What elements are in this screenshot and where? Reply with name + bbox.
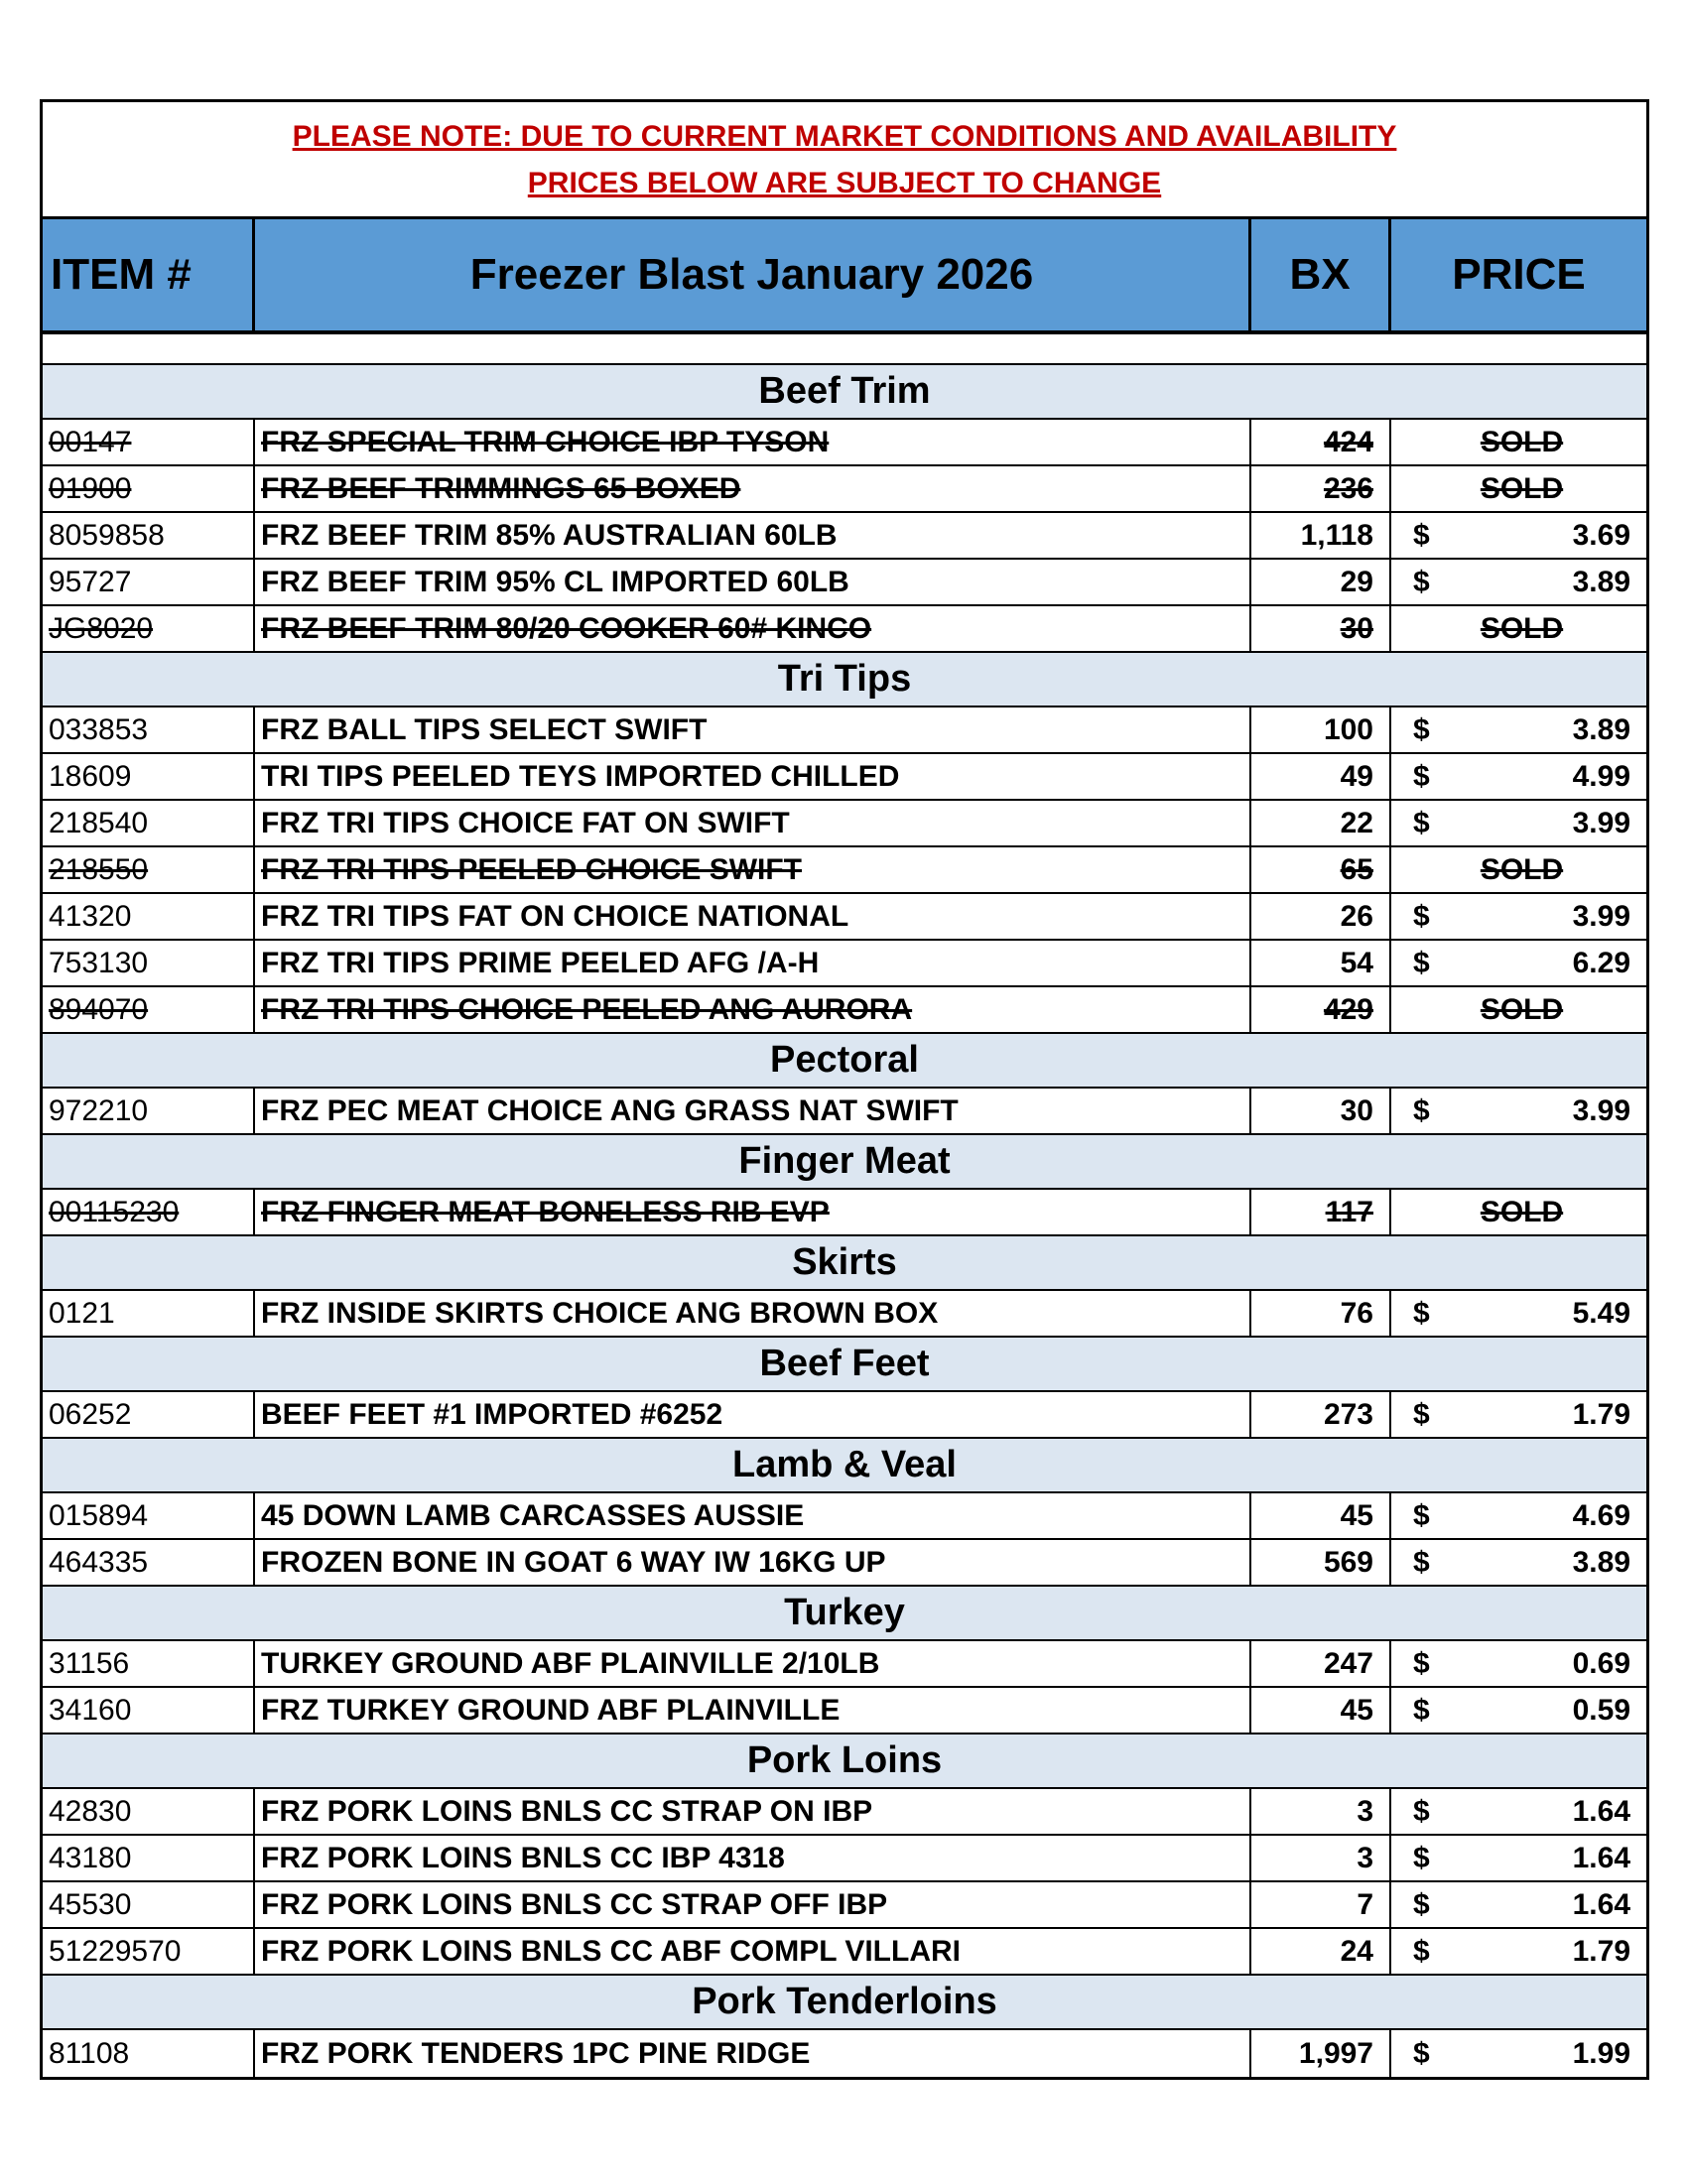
price-cell <box>1391 1836 1646 1880</box>
price-cell <box>1391 1929 1646 1974</box>
item-description-text: FRZ SPECIAL TRIM CHOICE IBP TYSON <box>261 425 830 458</box>
box-count-text: 26 <box>1340 899 1373 933</box>
table-row <box>43 420 1646 466</box>
item-number <box>43 1641 255 1686</box>
item-description-text: FRZ BEEF TRIM 95% CL IMPORTED 60LB <box>261 565 849 598</box>
box-count <box>1251 1190 1391 1234</box>
price-cell <box>1391 1789 1646 1834</box>
price-cell <box>1391 2030 1646 2077</box>
price-cell <box>1391 1688 1646 1733</box>
item-description <box>255 1540 1251 1585</box>
box-count <box>1251 1291 1391 1336</box>
currency-symbol: $ <box>1413 1794 1430 1828</box>
sold-label: SOLD <box>1480 611 1564 645</box>
item-number <box>43 420 255 464</box>
box-count <box>1251 1641 1391 1686</box>
price-value: 4.69 <box>1572 1498 1630 1532</box>
price-value: 3.99 <box>1572 899 1630 933</box>
box-count-text: 49 <box>1340 759 1373 793</box>
item-number-text: 033853 <box>49 712 149 746</box>
item-number-text: 43180 <box>49 1841 132 1874</box>
item-number-text: 34160 <box>49 1693 132 1727</box>
table-row <box>43 1882 1646 1929</box>
table-row <box>43 987 1646 1034</box>
item-description <box>255 2030 1251 2077</box>
item-column-header: ITEM # <box>43 219 255 330</box>
section-heading: Pork Loins <box>43 1734 1646 1789</box>
box-count <box>1251 466 1391 511</box>
section-heading: Beef Feet <box>43 1338 1646 1392</box>
item-description <box>255 1789 1251 1834</box>
item-number <box>43 513 255 558</box>
box-count-text: 29 <box>1340 565 1373 598</box>
item-description-text: FRZ BALL TIPS SELECT SWIFT <box>261 712 708 746</box>
price-value: 0.69 <box>1572 1646 1630 1680</box>
price-sheet <box>40 99 1649 2080</box>
item-number <box>43 847 255 892</box>
price-value: 4.99 <box>1572 759 1630 793</box>
item-description-text: FRZ BEEF TRIM 85% AUSTRALIAN 60LB <box>261 518 838 552</box>
item-description <box>255 1688 1251 1733</box>
item-description-text: FRZ TRI TIPS CHOICE FAT ON SWIFT <box>261 806 790 839</box>
price-cell <box>1391 513 1646 558</box>
item-description-text: FROZEN BONE IN GOAT 6 WAY IW 16KG UP <box>261 1545 886 1579</box>
item-number <box>43 560 255 604</box>
item-number-text: 218540 <box>49 806 149 839</box>
item-description-text: FRZ BEEF TRIM 80/20 COOKER 60# KINCO <box>261 611 872 645</box>
item-number-text: 95727 <box>49 565 132 598</box>
price-value: 1.79 <box>1572 1934 1630 1968</box>
box-count-text: 1,997 <box>1298 2036 1373 2070</box>
box-count <box>1251 606 1391 651</box>
item-number-text: 8059858 <box>49 518 165 552</box>
box-count-text: 1,118 <box>1300 518 1373 552</box>
price-cell <box>1391 1493 1646 1538</box>
item-description-text: FRZ TURKEY GROUND ABF PLAINVILLE <box>261 1693 841 1727</box>
item-description-text: FRZ PORK LOINS BNLS CC ABF COMPL VILLARI <box>261 1934 961 1968</box>
table-row <box>43 1392 1646 1439</box>
item-number-text: 972210 <box>49 1093 149 1127</box>
box-count <box>1251 1836 1391 1880</box>
price-value: 3.89 <box>1572 565 1630 598</box>
item-description <box>255 1836 1251 1880</box>
item-number-text: 06252 <box>49 1397 132 1431</box>
sold-label: SOLD <box>1480 425 1564 458</box>
box-count <box>1251 1392 1391 1437</box>
price-cell <box>1391 1190 1646 1234</box>
item-description <box>255 894 1251 939</box>
price-cell <box>1391 1392 1646 1437</box>
item-number <box>43 941 255 985</box>
item-number-text: 31156 <box>49 1646 130 1680</box>
item-description-text: FRZ PORK LOINS BNLS CC STRAP OFF IBP <box>261 1887 888 1921</box>
price-value: 6.29 <box>1572 946 1630 979</box>
currency-symbol: $ <box>1413 1296 1430 1330</box>
item-number-text: JG8020 <box>49 611 154 645</box>
item-number-text: 0121 <box>49 1296 115 1330</box>
section-heading: Pectoral <box>43 1034 1646 1089</box>
item-number <box>43 606 255 651</box>
section-heading: Tri Tips <box>43 653 1646 707</box>
item-number <box>43 707 255 752</box>
currency-symbol: $ <box>1413 1693 1430 1727</box>
price-cell <box>1391 1882 1646 1927</box>
bx-column-header: BX <box>1251 219 1391 330</box>
item-description <box>255 1392 1251 1437</box>
price-value: 3.89 <box>1572 712 1630 746</box>
box-count-text: 236 <box>1323 471 1373 505</box>
item-number-text: 51229570 <box>49 1934 182 1968</box>
box-count <box>1251 1540 1391 1585</box>
sold-label: SOLD <box>1480 471 1564 505</box>
table-row <box>43 894 1646 941</box>
sheet-title: Freezer Blast January 2026 <box>255 219 1251 330</box>
section-heading: Skirts <box>43 1236 1646 1291</box>
sold-label: SOLD <box>1480 1195 1564 1228</box>
box-count <box>1251 894 1391 939</box>
price-cell <box>1391 606 1646 651</box>
table-row <box>43 1688 1646 1734</box>
item-number-text: 00115230 <box>49 1195 180 1228</box>
price-value: 5.49 <box>1572 1296 1630 1330</box>
item-description <box>255 1493 1251 1538</box>
item-number-text: 45530 <box>49 1887 132 1921</box>
price-value: 1.79 <box>1572 1397 1630 1431</box>
item-description-text: FRZ TRI TIPS FAT ON CHOICE NATIONAL <box>261 899 849 933</box>
item-number <box>43 1493 255 1538</box>
item-description-text: FRZ PEC MEAT CHOICE ANG GRASS NAT SWIFT <box>261 1093 959 1127</box>
box-count-text: 54 <box>1340 946 1373 979</box>
currency-symbol: $ <box>1413 806 1430 839</box>
table-row <box>43 606 1646 653</box>
item-number-text: 218550 <box>49 852 149 886</box>
box-count <box>1251 1929 1391 1974</box>
item-description <box>255 847 1251 892</box>
box-count <box>1251 754 1391 799</box>
item-description-text: FRZ TRI TIPS PRIME PEELED AFG /A-H <box>261 946 820 979</box>
table-row <box>43 1540 1646 1587</box>
box-count-text: 424 <box>1323 425 1373 458</box>
notice-line-1: PLEASE NOTE: DUE TO CURRENT MARKET CONDITIONS AND AVAILABILITY <box>292 119 1397 153</box>
price-column-header: PRICE <box>1452 250 1586 299</box>
item-description-text: FRZ TRI TIPS CHOICE PEELED ANG AURORA <box>261 992 913 1026</box>
sold-label: SOLD <box>1480 852 1564 886</box>
box-count-text: 7 <box>1357 1887 1373 1921</box>
box-count-text: 569 <box>1323 1545 1373 1579</box>
item-number-text: 753130 <box>49 946 149 979</box>
table-body <box>43 365 1646 2077</box>
box-count-text: 24 <box>1340 1934 1373 1968</box>
item-number <box>43 801 255 845</box>
item-description <box>255 1641 1251 1686</box>
table-row <box>43 707 1646 754</box>
item-number-text: 464335 <box>49 1545 149 1579</box>
box-count-text: 30 <box>1340 1093 1373 1127</box>
table-row <box>43 1190 1646 1236</box>
item-number <box>43 754 255 799</box>
table-row <box>43 1836 1646 1882</box>
box-count-text: 30 <box>1340 611 1373 645</box>
box-count-text: 117 <box>1325 1195 1373 1228</box>
table-row <box>43 847 1646 894</box>
box-count-text: 247 <box>1323 1646 1373 1680</box>
item-description-text: FRZ PORK TENDERS 1PC PINE RIDGE <box>261 2036 811 2070</box>
item-number-text: 81108 <box>49 2036 130 2070</box>
box-count-text: 76 <box>1340 1296 1373 1330</box>
item-description-text: BEEF FEET #1 IMPORTED #6252 <box>261 1397 723 1431</box>
notice-line-2: PRICES BELOW ARE SUBJECT TO CHANGE <box>527 166 1162 199</box>
box-count-text: 3 <box>1357 1794 1373 1828</box>
table-row <box>43 1641 1646 1688</box>
currency-symbol: $ <box>1413 1646 1430 1680</box>
item-description <box>255 707 1251 752</box>
item-number <box>43 1291 255 1336</box>
section-heading: Finger Meat <box>43 1135 1646 1190</box>
item-number <box>43 1540 255 1585</box>
item-number <box>43 987 255 1032</box>
currency-symbol: $ <box>1413 1397 1430 1431</box>
item-number <box>43 1392 255 1437</box>
item-number <box>43 1882 255 1927</box>
section-heading: Turkey <box>43 1587 1646 1641</box>
box-count <box>1251 941 1391 985</box>
item-number-text: 18609 <box>49 759 132 793</box>
item-description <box>255 1882 1251 1927</box>
price-cell <box>1391 707 1646 752</box>
currency-symbol: $ <box>1413 1841 1430 1874</box>
item-description-text: FRZ INSIDE SKIRTS CHOICE ANG BROWN BOX <box>261 1296 939 1330</box>
price-value: 0.59 <box>1572 1693 1630 1727</box>
price-cell <box>1391 1540 1646 1585</box>
item-description-text: FRZ PORK LOINS BNLS CC IBP 4318 <box>261 1841 785 1874</box>
price-value: 1.99 <box>1572 2036 1630 2070</box>
item-number <box>43 894 255 939</box>
item-number-text: 894070 <box>49 992 149 1026</box>
box-count <box>1251 1493 1391 1538</box>
section-heading: Beef Trim <box>43 365 1646 420</box>
currency-symbol: $ <box>1413 2036 1430 2070</box>
box-count <box>1251 560 1391 604</box>
currency-symbol: $ <box>1413 518 1430 552</box>
box-count <box>1251 2030 1391 2077</box>
price-cell <box>1391 801 1646 845</box>
box-count <box>1251 513 1391 558</box>
item-number <box>43 1089 255 1133</box>
box-count <box>1251 847 1391 892</box>
box-count-text: 22 <box>1340 806 1373 839</box>
item-description-text: FRZ BEEF TRIMMINGS 65 BOXED <box>261 471 741 505</box>
price-cell <box>1391 894 1646 939</box>
sold-label: SOLD <box>1480 992 1564 1026</box>
box-count-text: 45 <box>1340 1498 1373 1532</box>
box-count-text: 273 <box>1323 1397 1373 1431</box>
table-header <box>43 219 1646 334</box>
table-row <box>43 1493 1646 1540</box>
currency-symbol: $ <box>1413 1498 1430 1532</box>
item-description <box>255 1291 1251 1336</box>
item-number <box>43 2030 255 2077</box>
item-number <box>43 1836 255 1880</box>
item-description <box>255 420 1251 464</box>
item-description-text: FRZ PORK LOINS BNLS CC STRAP ON IBP <box>261 1794 873 1828</box>
price-value: 3.69 <box>1572 518 1630 552</box>
item-number <box>43 466 255 511</box>
price-cell <box>1391 1291 1646 1336</box>
table-row <box>43 754 1646 801</box>
item-number-text: 42830 <box>49 1794 132 1828</box>
item-number-text: 00147 <box>49 425 132 458</box>
table-row <box>43 2030 1646 2077</box>
item-description <box>255 987 1251 1032</box>
box-count-text: 45 <box>1340 1693 1373 1727</box>
price-cell <box>1391 466 1646 511</box>
price-cell <box>1391 941 1646 985</box>
box-count <box>1251 1789 1391 1834</box>
box-count-text: 429 <box>1323 992 1373 1026</box>
price-value: 3.99 <box>1572 806 1630 839</box>
item-number-text: 015894 <box>49 1498 149 1532</box>
price-cell <box>1391 1641 1646 1686</box>
item-number <box>43 1929 255 1974</box>
item-description <box>255 1089 1251 1133</box>
table-row <box>43 466 1646 513</box>
price-value: 3.99 <box>1572 1093 1630 1127</box>
table-row <box>43 1789 1646 1836</box>
item-number <box>43 1789 255 1834</box>
price-cell <box>1391 420 1646 464</box>
box-count <box>1251 1089 1391 1133</box>
item-description-text: 45 DOWN LAMB CARCASSES AUSSIE <box>261 1498 805 1532</box>
table-row <box>43 513 1646 560</box>
table-row <box>43 801 1646 847</box>
item-description <box>255 941 1251 985</box>
price-cell <box>1391 754 1646 799</box>
item-number-text: 41320 <box>49 899 132 933</box>
table-row <box>43 1089 1646 1135</box>
box-count <box>1251 987 1391 1032</box>
price-cell <box>1391 1089 1646 1133</box>
currency-symbol: $ <box>1413 712 1430 746</box>
item-description <box>255 801 1251 845</box>
section-heading: Pork Tenderloins <box>43 1976 1646 2030</box>
item-number <box>43 1190 255 1234</box>
box-count-text: 100 <box>1323 712 1373 746</box>
currency-symbol: $ <box>1413 759 1430 793</box>
item-description-text: FRZ FINGER MEAT BONELESS RIB EVP <box>261 1195 830 1228</box>
box-count <box>1251 707 1391 752</box>
box-count <box>1251 1688 1391 1733</box>
box-count <box>1251 801 1391 845</box>
table-row <box>43 941 1646 987</box>
currency-symbol: $ <box>1413 1934 1430 1968</box>
currency-symbol: $ <box>1413 1887 1430 1921</box>
item-description <box>255 466 1251 511</box>
table-row <box>43 1929 1646 1976</box>
item-description-text: TURKEY GROUND ABF PLAINVILLE 2/10LB <box>261 1646 880 1680</box>
box-count-text: 3 <box>1357 1841 1373 1874</box>
item-description <box>255 1190 1251 1234</box>
box-count <box>1251 420 1391 464</box>
table-row <box>43 560 1646 606</box>
table-row <box>43 1291 1646 1338</box>
price-value: 1.64 <box>1572 1794 1630 1828</box>
box-count <box>1251 1882 1391 1927</box>
box-count-text: 65 <box>1340 852 1373 886</box>
currency-symbol: $ <box>1413 1545 1430 1579</box>
header-spacer-row <box>43 334 1646 365</box>
currency-symbol: $ <box>1413 1093 1430 1127</box>
price-value: 1.64 <box>1572 1841 1630 1874</box>
item-number <box>43 1688 255 1733</box>
currency-symbol: $ <box>1413 565 1430 598</box>
price-notice <box>43 102 1646 219</box>
item-description-text: TRI TIPS PEELED TEYS IMPORTED CHILLED <box>261 759 900 793</box>
price-cell <box>1391 987 1646 1032</box>
currency-symbol: $ <box>1413 899 1430 933</box>
item-number-text: 01900 <box>49 471 132 505</box>
price-cell <box>1391 847 1646 892</box>
item-description <box>255 606 1251 651</box>
item-description <box>255 754 1251 799</box>
item-description <box>255 1929 1251 1974</box>
item-description-text: FRZ TRI TIPS PEELED CHOICE SWIFT <box>261 852 803 886</box>
price-value: 3.89 <box>1572 1545 1630 1579</box>
item-description <box>255 513 1251 558</box>
price-cell <box>1391 560 1646 604</box>
item-description <box>255 560 1251 604</box>
section-heading: Lamb & Veal <box>43 1439 1646 1493</box>
price-value: 1.64 <box>1572 1887 1630 1921</box>
currency-symbol: $ <box>1413 946 1430 979</box>
